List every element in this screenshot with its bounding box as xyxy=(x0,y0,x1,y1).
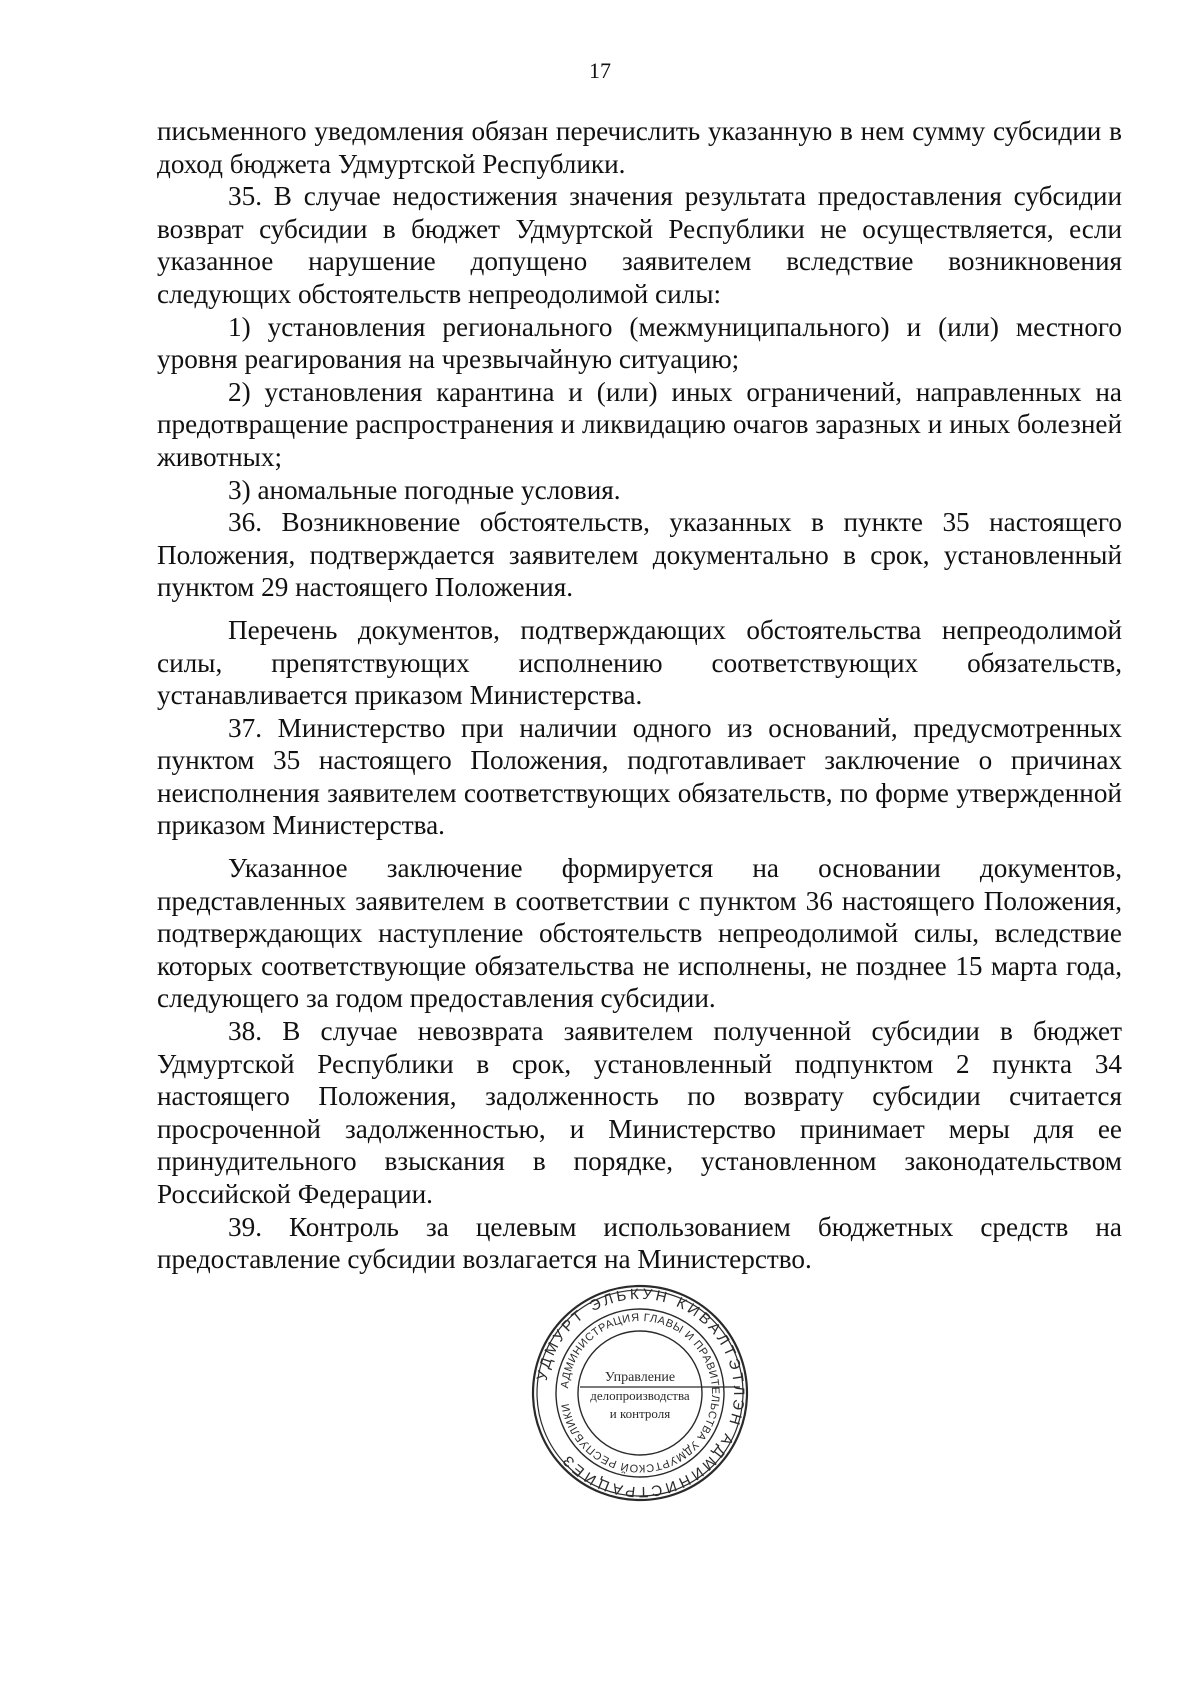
seal-outer-ring: УДМУРТ ЭЛЬКУН КИВАЛТЭТЛЭН АДМИНИСТРАЦИЕЗ xyxy=(533,1285,748,1501)
seal-inner-ring: АДМИНИСТРАЦИЯ ГЛАВЫ И ПРАВИТЕЛЬСТВА УДМУРТСКОЙ РЕСПУБЛИКИ xyxy=(559,1311,722,1475)
paragraph-35-item-3: 3) аномальные погодные условия. xyxy=(228,474,621,505)
seal-center-line-2: делопроизводства xyxy=(590,1388,690,1403)
paragraph-37-conclusion: Указанное заключение формируется на основании документов, представленных заявителем в соответствии с пунктом 36 настоящего Положения, подтверждающих наступление обстоятельств непреодолимой силы, вследствие которых соответствующие обязательства не исполнены, не позднее 15 марта года, следующего за годом предоставления субсидии. xyxy=(157,853,1122,1014)
paragraph-35-item-2: 2) установления карантина и (или) иных ограничений, направленных на предотвращение распространения и ликвидацию очагов заразных и иных болезней животных; xyxy=(157,376,1122,472)
official-seal xyxy=(530,1283,750,1503)
document-body xyxy=(157,115,1122,1276)
paragraph-35-item-1: 1) установления регионального (межмуниципального) и (или) местного уровня реагирования на чрезвычайную ситуацию; xyxy=(157,311,1122,375)
paragraph-36: 36. Возникновение обстоятельств, указанных в пункте 35 настоящего Положения, подтверждается заявителем документально в срок, установленный пунктом 29 настоящего Положения. xyxy=(157,507,1122,603)
paragraph-continuation: письменного уведомления обязан перечислить указанную в нем сумму субсидии в доход бюджета Удмуртской Республики. xyxy=(157,116,1122,179)
paragraph-37: 37. Министерство при наличии одного из оснований, предусмотренных пунктом 35 настоящего Положения, подготавливает заключение о причинах неисполнения заявителем соответствующих обязательств, по форме утвержденной приказом Министерства. xyxy=(157,712,1122,841)
seal-graphic xyxy=(530,1283,750,1503)
paragraph-38: 38. В случае невозврата заявителем полученной субсидии в бюджет Удмуртской Республики в срок, установленный подпунктом 2 пункта 34 настоящего Положения, задолженность по возврату субсидии считается просроченной задолженностью, и Министерство принимает меры для ее принудительного взыскания в порядке, установленном законодательством Российской Федерации. xyxy=(157,1016,1122,1209)
seal-center-line-1: Управление xyxy=(604,1370,676,1385)
paragraph-39: 39. Контроль за целевым использованием бюджетных средств на предоставление субсидии возлагается на Министерство. xyxy=(157,1211,1122,1275)
paragraph-36-documents: Перечень документов, подтверждающих обстоятельства непреодолимой силы, препятствующих исполнению соответствующих обязательств, устанавливается приказом Министерства. xyxy=(157,614,1122,711)
page-number: 17 xyxy=(589,58,611,83)
paragraph-35: 35. В случае недостижения значения результата предоставления субсидии возврат субсидии в бюджет Удмуртской Республики не осуществляется, если указанное нарушение допущено заявителем вследствие возникновения следующих обстоятельств непреодолимой силы: xyxy=(157,181,1122,309)
seal-center-line-3: и контроля xyxy=(609,1406,671,1421)
